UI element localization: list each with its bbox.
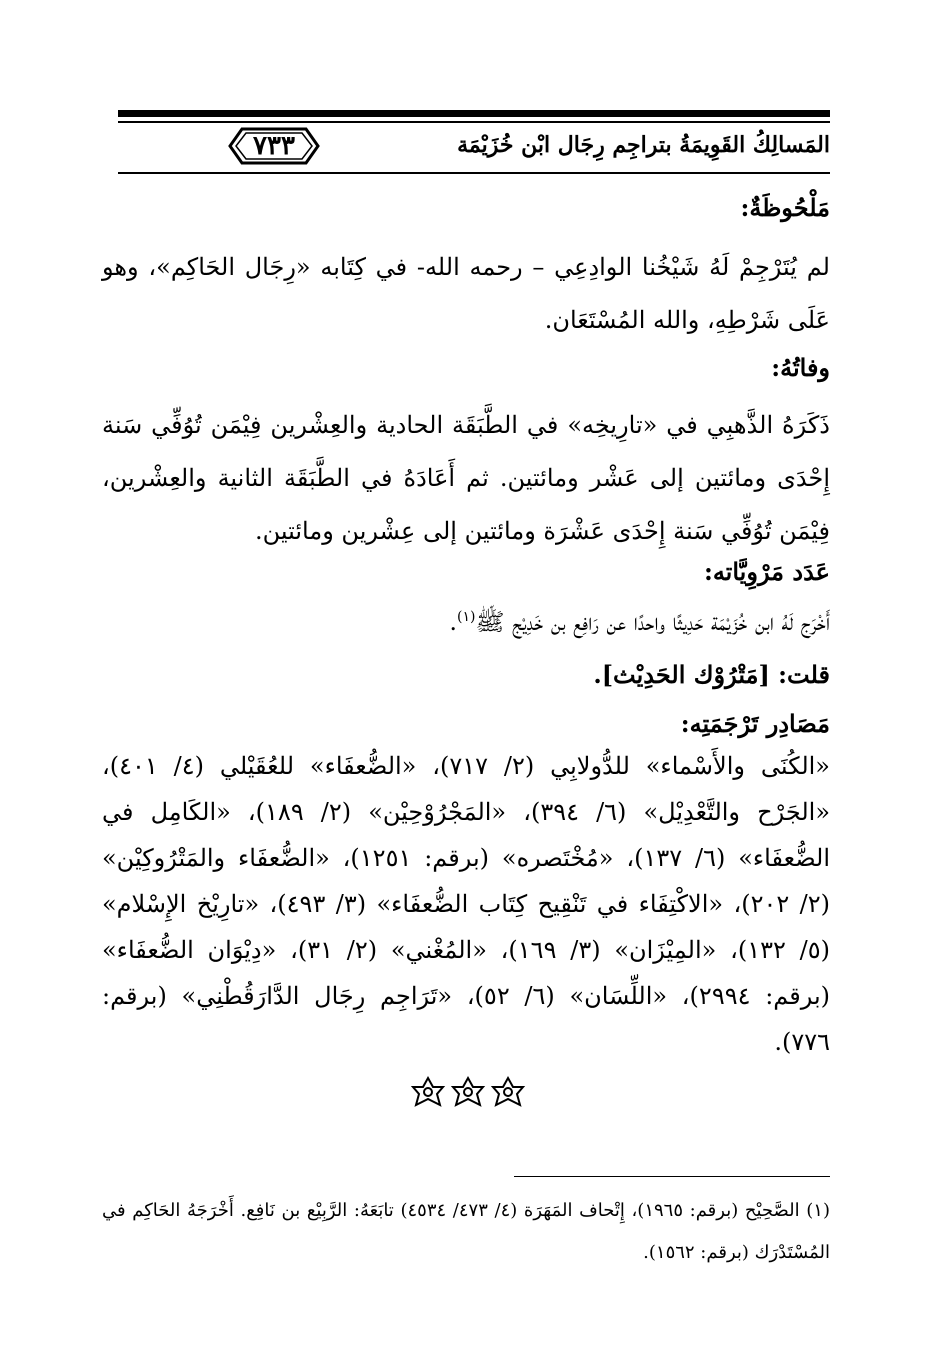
verdict-line: قلت: [مَتْرُوْك الحَدِيْث]. xyxy=(593,660,830,689)
sources-heading: مَصَادِر تَرْجَمَتِه: xyxy=(680,709,830,738)
footnote-ref[interactable]: (١) xyxy=(457,609,476,625)
note-paragraph: لم يُتَرْجِمْ لَهُ شَيْخُنا الوادِعِي – رحمه الله- في كِتَابه «رِجَال الحَاكِم»، وهو عَلَى شَرْطِهِ، والله المُسْتَعَان. xyxy=(102,253,830,334)
death-heading: وفاتُهُ: xyxy=(771,353,830,382)
header-rule-thin xyxy=(118,121,830,123)
footnote-separator xyxy=(514,1176,830,1177)
header-rule-thick xyxy=(118,110,830,117)
header-rule-bottom xyxy=(118,172,830,174)
page-number-frame xyxy=(228,125,320,167)
sources-paragraph: «الكُنَى والأَسْماء» للدُّولابِي (٢/ ٧١٧)، «الضُّعفَاء» للعُقَيْلي (٤/ ٤٠١)، «الجَرْح والتَّعْدِيْل» (٦/ ٣٩٤)، «المَجْرُوْحِيْن» (٢/ ١٨٩)، «الكَامِل في الضُّعفَاء» (٦/ ١٣٧)، «مُخْتَصره» (برقم: ١٢٥١)، «الضُّعفَاء والمَتْرُوكِيْن» (٢/ ٢٠٢)، «الاكْتِفَاء في تَنْقِيح كِتَاب الضُّعفَاء» (٣/ ٤٩٣)، «تارِيْخ الإِسْلام» (٥/ ١٣٢)، «المِيْزَان» (٣/ ١٦٩)، «المُغْني» (٢/ ٣١)، «دِيْوَان الضُّعفَاء» (برقم: ٢٩٩٤)، «اللِّسَان» (٦/ ٥٢)، «تَرَاجِم رِجَال الدَّارَقُطْنِي» (برقم: ٧٧٦). xyxy=(102,752,831,1056)
narrations-text: أَخْرَج لَهُ ابن خُزَيْمَة حَدِيثًا واحدًا عن رَافِع بن خَدِيْج ﷺ xyxy=(475,608,830,636)
note-heading: مَلْحُوظَةٌ: xyxy=(740,193,830,222)
footnote-text: (١) الصَّحِيْح (برقم: ١٩٦٥)، إِتْحاف المَهَرَة (٤/ ٤٧٣/ ٤٥٣٤) تابَعَهُ: الرَّبِيْع بن نَافِع. أَخْرَجَهُ الحَاكِم في المُسْتَدْرَك (برقم: ١٥٦٢). xyxy=(102,1200,830,1263)
narrations-line: أَخْرَج لَهُ ابن خُزَيْمَة حَدِيثًا واحدًا عن رَافِع بن خَدِيْج ﷺ$^{(١)}$. xyxy=(449,608,830,636)
narrations-heading: عَدَد مَرْوِيَّاته: xyxy=(703,557,830,586)
page-number: ٧٣٣ xyxy=(253,131,295,161)
ornament-star-icon xyxy=(408,1075,528,1109)
death-paragraph: ذَكَرَهُ الذَّهبِي في «تارِيخِه» في الطَّبَقَة الحادية والعِشْرين فِيْمَن تُوُفِّي سَنة إِحْدَى ومائتين إلى عَشْر ومائتين. ثم أَعَادَهُ في الطَّبَقَة الثانية والعِشْرين، فِيْمَن تُوُفِّي سَنة إِحْدَى عَشْرَة ومائتين إلى عِشْرين ومائتين. xyxy=(102,411,830,545)
running-title: المَسالِكُ القَوِيمَةُ بتراجِم رِجَال ابْن خُزَيْمَة xyxy=(457,132,830,158)
section-divider-ornament xyxy=(408,1075,528,1109)
